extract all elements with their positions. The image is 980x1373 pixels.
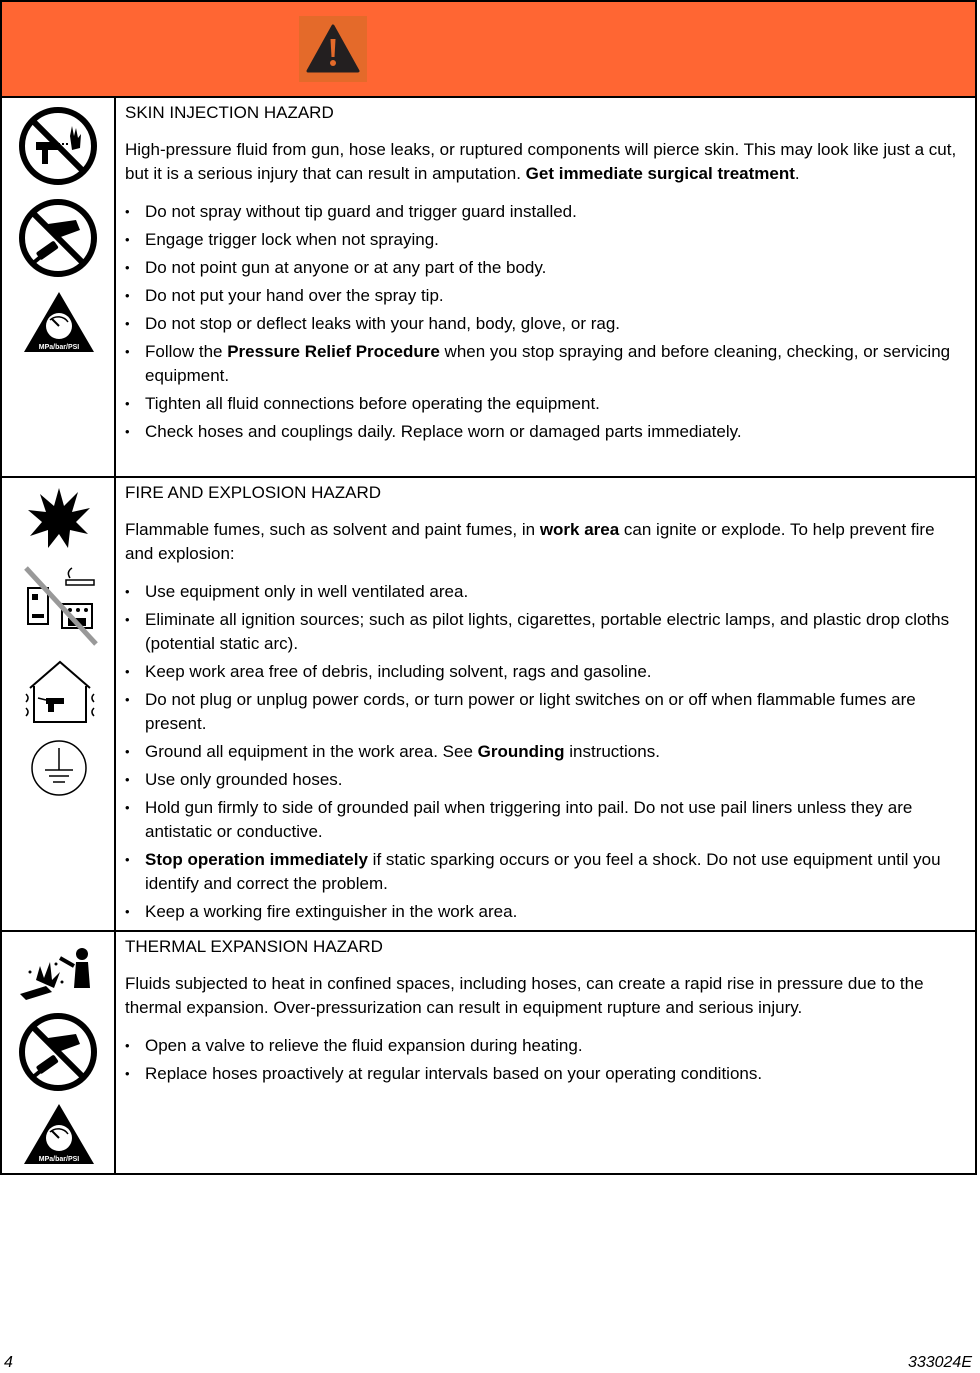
document-number: 333024E [907, 1354, 972, 1371]
stop-operation-warning: Stop operation immediately [145, 850, 368, 869]
work-area-term: work area [539, 520, 620, 539]
page-number: 4 [4, 1354, 13, 1371]
thermal-burst-icon [16, 936, 102, 1000]
bullet-text: instructions. [564, 742, 660, 761]
bullet-item: • Do not stop or deflect leaks with your hand, body, glove, or rag. [125, 312, 967, 336]
ground-icon [29, 738, 89, 798]
bullet-item: • Keep work area free of debris, including solvent, rags and gasoline. [125, 660, 967, 684]
fire-explosion-row [2, 476, 975, 932]
thermal-expansion-content [125, 930, 967, 1090]
bullet-item: • Replace hoses proactively at regular intervals based on your operating conditions. [125, 1062, 967, 1086]
fire-explosion-content [125, 476, 967, 928]
bullet-text: Follow the [145, 342, 228, 361]
section-intro: Fluids subjected to heat in confined spaces, including hoses, can create a rapid rise in pressure due to the thermal expansion. Over-pressurization can result in equipment rupture and serious injury. [125, 974, 924, 1017]
bullet-text: Ground all equipment in the work area. See [145, 742, 478, 761]
no-hose-leak-hand-icon [18, 198, 98, 278]
bullet-item: • Do not plug or unplug power cords, or turn power or light switches on or off when flammable fumes are present. [125, 688, 967, 736]
bullet-item [125, 340, 967, 388]
bullet-item: • Use equipment only in well ventilated area. [125, 580, 967, 604]
gauge-label: MPa/bar/PSI [38, 1156, 80, 1163]
no-hose-leak-hand-icon [18, 1012, 98, 1092]
bullet-item: • Do not spray without tip guard and trigger guard installed. [125, 200, 967, 224]
fire-explosion-icons [2, 476, 116, 930]
section-intro [125, 138, 967, 186]
bullet-item: • Check hoses and couplings daily. Replace worn or damaged parts immediately. [125, 420, 967, 444]
warning-triangle-icon [305, 23, 361, 75]
pressure-relief-reference: Pressure Relief Procedure [227, 342, 440, 361]
section-title: THERMAL EXPANSION HAZARD [125, 937, 383, 956]
bullet-item: • Keep a working fire extinguisher in the work area. [125, 900, 967, 924]
bullet-item: • Open a valve to relieve the fluid expansion during heating. [125, 1034, 967, 1058]
bullet-item: • Hold gun firmly to side of grounded pail when triggering into pail. Do not use pail liners unless they are antistatic or conductive. [125, 796, 967, 844]
bullet-text: when you stop spraying and before cleaning, checking, or servicing equipment. [145, 342, 951, 385]
bullet-item: • Engage trigger lock when not spraying. [125, 228, 967, 252]
warning-banner [2, 2, 975, 98]
section-intro [125, 518, 967, 566]
thermal-expansion-row [2, 930, 975, 1175]
grounding-reference: Grounding [477, 742, 565, 761]
bullet-item: • Use only grounded hoses. [125, 768, 967, 792]
skin-injection-content [125, 96, 967, 448]
bullet-text: if static sparking occurs or you feel a shock. Do not use equipment until you identify and correct the problem. [145, 850, 941, 893]
gauge-label: MPa/bar/PSI [38, 344, 80, 351]
skin-injection-icons [2, 96, 116, 476]
bullet-item [125, 848, 967, 896]
bullet-item: • Do not point gun at anyone or at any part of the body. [125, 256, 967, 280]
intro-text: can ignite or explode. To help prevent fire and explosion: [125, 520, 935, 563]
skin-injection-bullets [125, 200, 967, 444]
bullet-item: • Do not put your hand over the spray tip. [125, 284, 967, 308]
section-title: FIRE AND EXPLOSION HAZARD [125, 483, 381, 502]
intro-end: . [794, 164, 800, 183]
bullet-item [125, 740, 967, 764]
intro-text: Flammable fumes, such as solvent and paint fumes, in [125, 520, 540, 539]
bullet-item: • Eliminate all ignition sources; such as pilot lights, cigarettes, portable electric lamps, and plastic drop cloths (potential static arc). [125, 608, 967, 656]
pressure-gauge-warning-icon [22, 1102, 96, 1166]
thermal-expansion-icons [2, 930, 116, 1175]
fire-explosion-bullets [125, 580, 967, 924]
ventilated-spraying-icon [24, 658, 96, 726]
no-ignition-sources-icon [22, 564, 98, 648]
bullet-item: • Tighten all fluid connections before operating the equipment. [125, 392, 967, 416]
no-hand-spray-icon [18, 106, 98, 186]
thermal-expansion-bullets [125, 1034, 967, 1086]
explosion-icon [26, 486, 92, 550]
warning-symbol [299, 16, 367, 82]
intro-text: High-pressure fluid from gun, hose leaks, or ruptured components will pierce skin. This may look like just a cut, but it is a serious injury that can result in amputation. [125, 140, 957, 183]
intro-bold: Get immediate surgical treatment [525, 164, 795, 183]
skin-injection-row [2, 96, 975, 478]
section-title: SKIN INJECTION HAZARD [125, 103, 334, 122]
pressure-gauge-warning-icon [22, 290, 96, 354]
